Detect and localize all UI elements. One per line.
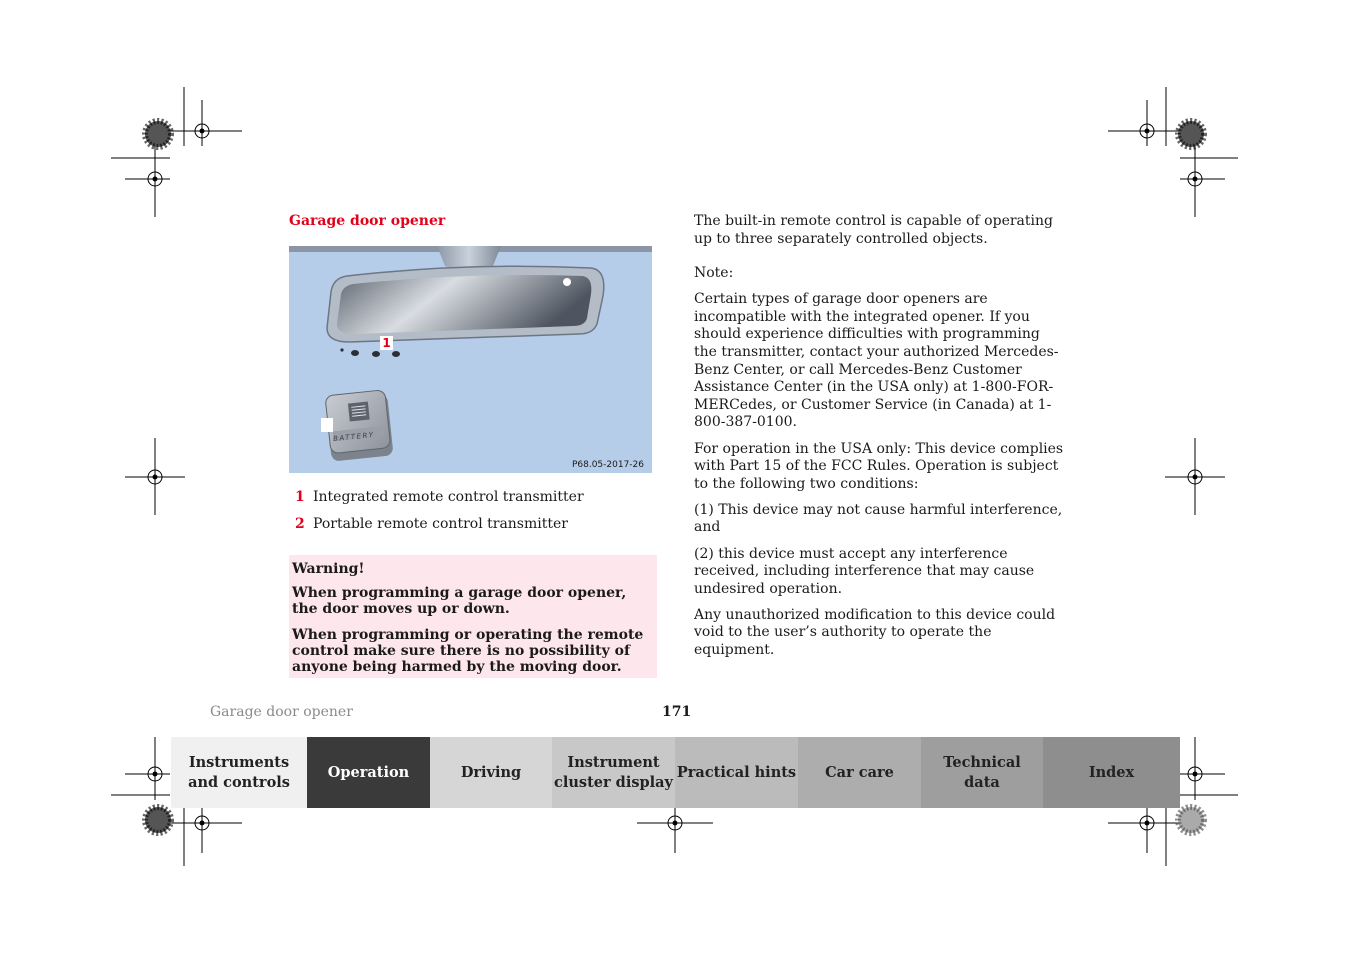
paragraph: Certain types of garage door openers are incompatible with the integrated opener. If you should experience difficulties with programming the transmitter, contact your authorized Mercedes-Benz Center, or call Mercedes-Benz Customer Assistance Center (in the USA only) at 1-800-FOR-MERCedes, or Customer Service (in Canada) at 1-800-387-0100. [694,291,1059,431]
legend-number: 2 [295,516,305,532]
paragraph: (2) this device must accept any interference received, including interference that may cause undesired operation. [694,545,1035,597]
tab-operation[interactable] [307,737,430,808]
tab-car-care[interactable] [798,737,921,808]
tab-label: Operation [327,763,410,781]
tab-label: and controls [188,773,290,791]
tab-label: Car care [825,763,894,781]
paragraph: The built-in remote control is capable of operating up to three separately controlled objects. [694,213,1053,247]
callout-1: 1 [380,336,393,350]
body-text-column [694,213,1064,668]
paragraph: For operation in the USA only: This device complies with Part 15 of the FCC Rules. Operation is subject to the following two conditions: [694,440,1064,492]
mirror-illustration [289,246,652,473]
tab-label: cluster display [554,773,673,791]
note-label: Note: [694,265,734,282]
footer-section-label: Garage door opener [210,704,353,720]
legend-text: Portable remote control transmitter [313,516,568,532]
warning-box [289,555,657,678]
tab-label: Instruments [188,753,290,771]
tab-label: Instrument [567,753,660,771]
tab-label: Technical [943,753,1021,771]
section-title: Garage door opener [289,213,446,229]
warning-paragraph: When programming a garage door opener, the door moves up or down. [292,585,627,617]
tab-practical-hints[interactable] [675,737,798,808]
legend-item [295,516,568,532]
tab-label: Practical hints [676,763,797,781]
tab-instrument-cluster-display[interactable] [552,737,675,808]
tab-driving[interactable] [430,737,552,808]
tab-label: Index [1088,763,1135,781]
tab-instruments-and-controls[interactable] [171,737,307,808]
tab-label: Driving [460,763,522,781]
warning-title: Warning! [292,561,365,577]
chapter-nav-tabs [171,737,1180,808]
legend-number: 1 [295,489,305,505]
tab-technical-data[interactable] [921,737,1043,808]
warning-paragraph: When programming or operating the remote control make sure there is no possibility of anyone being harmed by the moving door. [292,627,644,675]
legend-item [295,489,584,505]
tab-label: data [964,773,1000,791]
page-number: 171 [662,704,692,720]
figure-code: P68.05-2017-26 [571,460,644,470]
tab-index[interactable] [1043,737,1180,808]
paragraph: Any unauthorized modification to this device could void to the user’s authority to operate the equipment. [694,606,1056,658]
legend-text: Integrated remote control transmitter [313,489,584,505]
callout-2: 2 [322,418,332,432]
battery-label: BATTERY [332,430,376,444]
paragraph: (1) This device may not cause harmful interference, and [694,501,1063,536]
